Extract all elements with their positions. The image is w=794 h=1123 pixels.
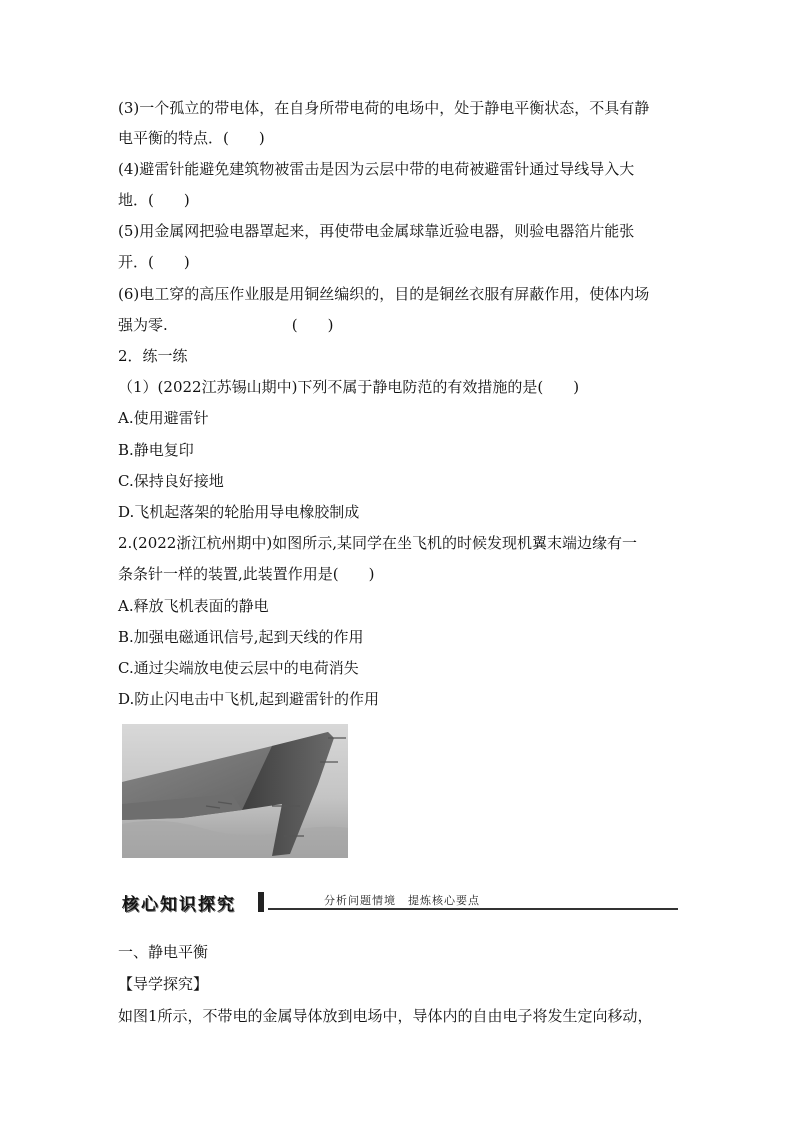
practice-q2-option-c: C.通过尖端放电使云层中的电荷消失 [118,659,359,677]
practice-q2-stem-line-1: 2.(2022浙江杭州期中)如图所示,某同学在坐飞机的时候发现机翼末端边缘有一 [118,534,637,552]
banner-subtitle: 分析问题情境 提炼核心要点 [324,894,480,907]
practice-q2-option-d: D.防止闪电击中飞机,起到避雷针的作用 [118,690,380,708]
practice-q1-option-c: C.保持良好接地 [118,472,224,490]
practice-q1-option-b: B.静电复印 [118,441,194,459]
question-5-line-2: 开．( ) [118,253,190,271]
banner-rule [268,908,678,910]
practice-q2-option-b: B.加强电磁通讯信号,起到天线的作用 [118,628,364,646]
practice-q2-stem-line-2: 条条针一样的装置,此装置作用是( ) [118,565,375,583]
question-3-line-1: (3)一个孤立的带电体，在自身所带电荷的电场中，处于静电平衡状态，不具有静 [118,99,650,117]
section1-tag: 【导学探究】 [118,975,209,993]
practice-q1-stem: （1）(2022江苏锡山期中)下列不属于静电防范的有效措施的是( ) [118,378,580,396]
practice-q1-option-d: D.飞机起落架的轮胎用导电橡胶制成 [118,503,360,521]
question-3-line-2: 电平衡的特点．( ) [118,129,265,147]
section1-heading: 一、静电平衡 [118,943,209,961]
airplane-wing-photo [122,724,348,858]
question-4-line-2: 地．( ) [118,191,190,209]
question-5-line-1: (5)用金属网把验电器罩起来，再使带电金属球靠近验电器，则验电器箔片能张 [118,222,635,240]
banner-title: 核心知识探究 [122,895,236,915]
banner-bar [258,892,264,912]
question-4-line-1: (4)避雷针能避免建筑物被雷击是因为云层中带的电荷被避雷针通过导线导入大 [118,160,635,178]
question-6-line-2: 强为零. ( ) [118,316,334,334]
section-banner [118,888,678,916]
practice-heading: 2．练一练 [118,347,188,365]
section1-text: 如图1所示，不带电的金属导体放到电场中，导体内的自由电子将发生定向移动， [118,1007,653,1025]
practice-q2-option-a: A.释放飞机表面的静电 [118,597,269,615]
question-6-line-1: (6)电工穿的高压作业服是用铜丝编织的，目的是铜丝衣服有屏蔽作用，使体内场 [118,285,650,303]
practice-q1-option-a: A.使用避雷针 [118,409,209,427]
